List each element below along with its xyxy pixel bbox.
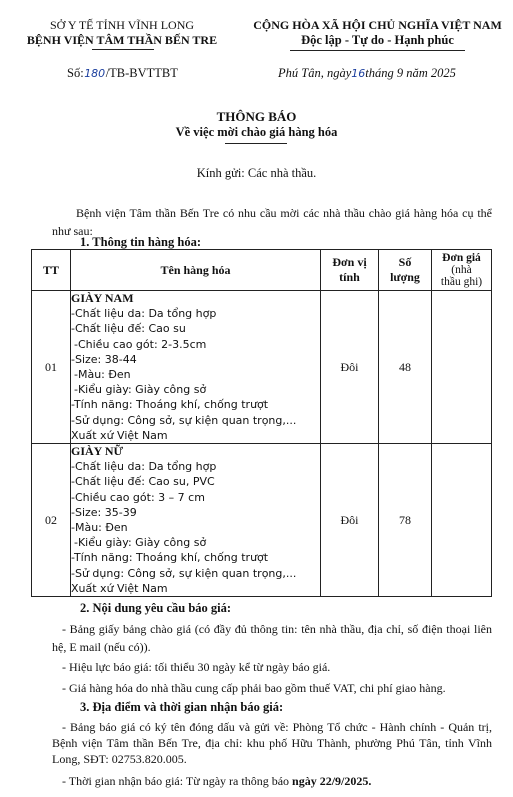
motto-underline: [290, 50, 465, 51]
national-motto: Độc lập - Tự do - Hạnh phúc: [301, 33, 454, 47]
header-price: Đơn giá (nhà thầu ghi): [432, 250, 492, 291]
row-qty: 48: [379, 291, 432, 444]
product-title: GIÀY NAM: [71, 291, 134, 305]
document-title: THÔNG BÁO: [216, 109, 297, 124]
spec-line: Xuất xứ Việt Nam: [71, 581, 168, 595]
requirement-item: - Bảng giấy bảng chào giá (có đầy đủ thông tin: tên nhà thầu, địa chỉ, số điện thoại liên hệ, E mail (nếu có)).: [52, 622, 492, 654]
row-unit: Đôi: [321, 291, 379, 444]
section-3-heading: 3. Địa điểm và thời gian nhận báo giá:: [80, 700, 284, 714]
country-name: CỘNG HÒA XÃ HỘI CHỦ NGHĨA VIỆT NAM: [253, 18, 502, 32]
row-tt: 01: [32, 291, 71, 444]
spec-line: -Màu: Đen: [74, 368, 131, 382]
spec-line: -Kiểu giày: Giày công sở: [74, 383, 207, 397]
row-tt: 02: [32, 444, 71, 597]
spec-line: -Size: 35-39: [71, 505, 137, 519]
hospital-name: BỆNH VIỆN TÂM THẦN BẾN TRE: [26, 33, 218, 47]
goods-table: [31, 249, 492, 597]
subject-underline: [225, 143, 287, 144]
spec-line: -Kiểu giày: Giày công sở: [74, 536, 207, 550]
spec-line: -Màu: Đen: [71, 521, 128, 535]
requirement-item: - Giá hàng hóa do nhà thầu cung cấp phải bao gồm thuế VAT, chi phí giao hàng.: [62, 681, 446, 695]
header-unit: Đơn vị tính: [321, 250, 379, 291]
table-row: [32, 291, 492, 444]
spec-line: -Chiều cao gót: 3 – 7 cm: [71, 490, 205, 504]
agency-name: SỞ Y TẾ TỈNH VĨNH LONG: [49, 18, 195, 32]
row-qty: 78: [379, 444, 432, 597]
product-title: GIÀY NỮ: [71, 444, 124, 459]
document-subject: Về việc mời chào giá hàng hóa: [175, 125, 338, 139]
row-description: [71, 291, 321, 444]
header-name: Tên hàng hóa: [71, 250, 321, 291]
spec-line: -Sử dụng: Công sở, sự kiện quan trọng,...: [71, 566, 297, 580]
requirement-item: - Hiệu lực báo giá: tối thiểu 30 ngày kể từ ngày báo giá.: [62, 660, 331, 674]
section-2-heading: 2. Nội dung yêu cầu báo giá:: [80, 601, 232, 615]
reference-number: Số:180/TB-BVTTBT: [67, 66, 178, 80]
spec-line: -Chất liệu da: Da tổng hợp: [71, 307, 217, 321]
submission-address: - Bảng báo giá có ký tên đóng dấu và gửi về: Phòng Tổ chức - Hành chính - Quản trị, Bệnh viện Tâm thần Bến Tre, địa chỉ: khu phố Hữu Thành, phường Phú Tân, tỉnh Vĩnh Long, SĐT: 02753.820.005.: [52, 720, 492, 766]
greeting: Kính gửi: Các nhà thầu.: [196, 166, 317, 180]
row-price: [432, 291, 492, 444]
spec-line: Xuất xứ Việt Nam: [71, 428, 168, 442]
spec-line: -Chất liệu da: Da tổng hợp: [71, 460, 217, 474]
spec-line: -Tính năng: Thoáng khí, chống trượt: [71, 551, 269, 565]
row-description: [71, 444, 321, 597]
table-header-row: [32, 250, 492, 291]
spec-line: -Chiều cao gót: 2-3.5cm: [74, 337, 207, 351]
hospital-underline: [92, 49, 154, 50]
submission-deadline: - Thời gian nhận báo giá: Từ ngày ra thông báo ngày 22/9/2025.: [62, 774, 372, 788]
spec-line: -Tính năng: Thoáng khí, chống trượt: [71, 398, 269, 412]
table-row: [32, 444, 492, 597]
spec-line: -Sử dụng: Công sở, sự kiện quan trọng,...: [71, 413, 297, 427]
row-unit: Đôi: [321, 444, 379, 597]
section-1-heading: 1. Thông tin hàng hóa:: [80, 235, 201, 249]
spec-line: -Size: 38-44: [71, 352, 137, 366]
intro-paragraph: Bệnh viện Tâm thần Bến Tre có nhu cầu mời các nhà thầu chào giá hàng hóa cụ thể như sau:: [52, 206, 492, 238]
header-tt: TT: [32, 250, 71, 291]
issue-date: Phú Tân, ngày16tháng 9 năm 2025: [278, 66, 456, 80]
header-qty: Số lượng: [379, 250, 432, 291]
row-price: [432, 444, 492, 597]
spec-line: -Chất liệu đế: Cao su, PVC: [71, 475, 215, 489]
spec-line: -Chất liệu đế: Cao su: [71, 322, 186, 336]
